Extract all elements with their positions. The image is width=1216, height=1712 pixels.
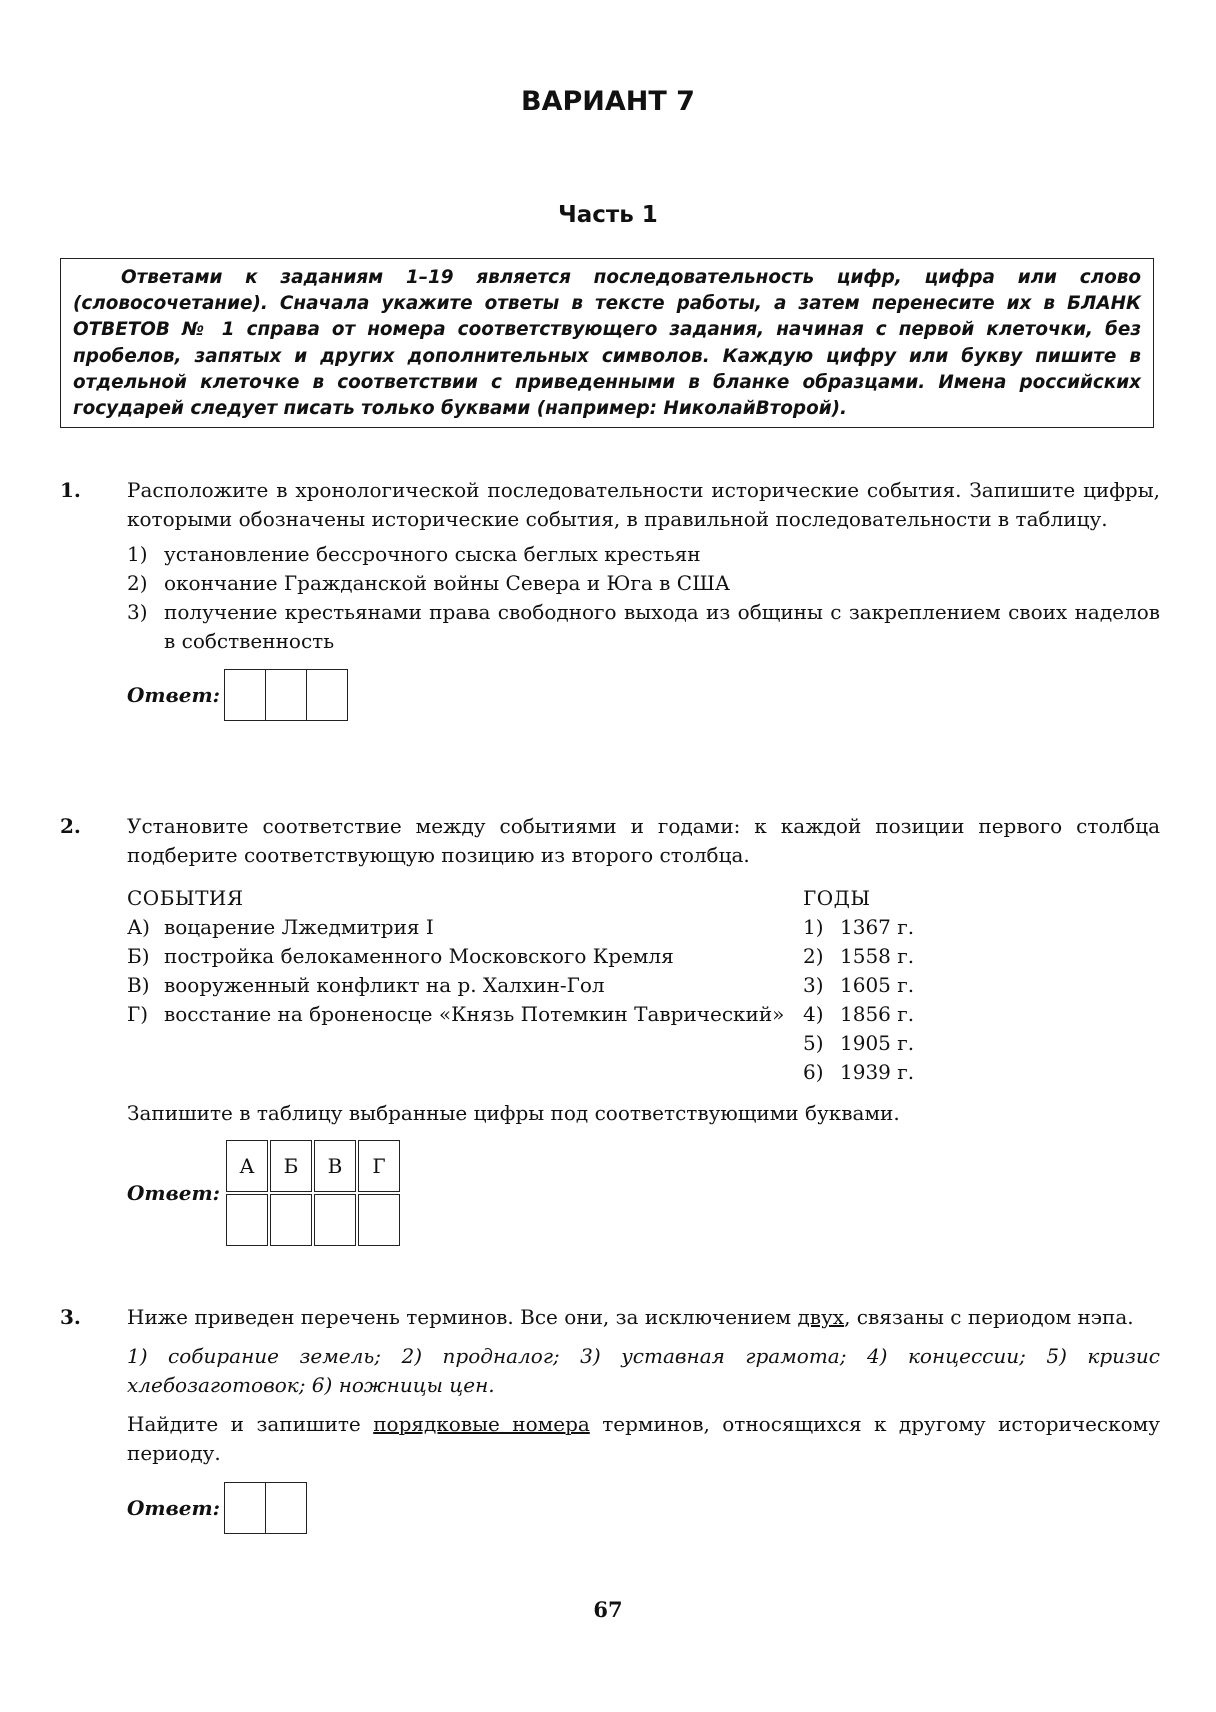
page-number: 67	[593, 1597, 623, 1622]
answer-row	[127, 1482, 1160, 1534]
write-instruction: Запишите в таблицу выбранные цифры под соответствующими буквами.	[127, 1101, 900, 1125]
answer-cell[interactable]	[358, 1194, 400, 1246]
years-header: ГОДЫ	[803, 886, 871, 910]
list-item: А) воцарение Лжедмитрия I	[127, 915, 434, 939]
answer-cell[interactable]	[314, 1194, 356, 1246]
answer-cell[interactable]	[226, 1194, 268, 1246]
list-item: 5) 1905 г.	[803, 1031, 915, 1055]
answer-table	[224, 1138, 402, 1248]
answer-row	[127, 1138, 1160, 1248]
list-item: 3) получение крестьянами права свободного выхода из общины с закреплением своих наделов в собственность	[127, 600, 1160, 653]
answer-cell[interactable]	[225, 1483, 266, 1534]
task-text: Расположите в хронологической последовательности исторические события. Запишите цифры, которыми обозначены исторические события, в правильной последовательности в таблицу.	[127, 478, 1160, 531]
task-number: 3.	[60, 1305, 81, 1329]
answer-cells	[224, 1482, 307, 1534]
letter-header-a: А	[226, 1140, 268, 1192]
list-item: 1) установление бессрочного сыска беглых крестьян	[127, 542, 701, 566]
letter-header-g: Г	[358, 1140, 400, 1192]
answer-cell[interactable]	[225, 670, 266, 721]
answer-cell[interactable]	[266, 670, 307, 721]
task-text: Установите соответствие между событиями и годами: к каждой позиции первого столбца подберите соответствующую позицию из второго столбца.	[127, 814, 1160, 867]
task-2	[60, 812, 1160, 1248]
events-column	[127, 884, 803, 1087]
list-item: 1) 1367 г.	[803, 915, 915, 939]
task-number: 1.	[60, 478, 81, 502]
list-item: 2) окончание Гражданской войны Севера и Юга в США	[127, 571, 731, 595]
task-1	[60, 476, 1160, 721]
list-item: 4) 1856 г.	[803, 1002, 915, 1026]
emphasis: двух	[797, 1305, 845, 1329]
list-item: Б) постройка белокаменного Московского Кремля	[127, 944, 674, 968]
answer-cells	[224, 669, 348, 721]
list-item: 3) 1605 г.	[803, 973, 915, 997]
page-title: ВАРИАНТ 7	[521, 86, 695, 117]
list-item: 2) 1558 г.	[803, 944, 915, 968]
answer-cell[interactable]	[270, 1194, 312, 1246]
years-column	[803, 884, 1160, 1087]
answer-cell[interactable]	[307, 670, 348, 721]
answer-cell[interactable]	[266, 1483, 307, 1534]
letter-header-b: Б	[270, 1140, 312, 1192]
answer-label: Ответ:	[127, 1180, 220, 1205]
instruction-box: Ответами к заданиям 1–19 является последовательность цифр, цифра или слово (словосочетание). Сначала укажите ответы в тексте работы, а затем перенесите их в БЛАНК ОТВЕТОВ № 1 справа от номера соответствующего задания, начиная с первой клеточки, без пробелов, запятых и других дополнительных символов. Каждую цифру или букву пишите в отдельной клеточке в соответствии с приведенными в бланке образцами. Имена российских государей следует писать только буквами (например: НиколайВторой).	[60, 258, 1154, 428]
list-item: Г) восстание на броненосце «Князь Потемкин Таврический»	[127, 1002, 785, 1026]
answer-label: Ответ:	[127, 1495, 220, 1520]
emphasis: порядковые номера	[373, 1412, 590, 1436]
task-3	[60, 1303, 1160, 1534]
list-item: 6) 1939 г.	[803, 1060, 915, 1084]
terms-list: 1) собирание земель; 2) продналог; 3) уставная грамота; 4) концессии; 5) кризис хлебозаготовок; 6) ножницы цен.	[127, 1344, 1160, 1397]
events-header: СОБЫТИЯ	[127, 886, 244, 910]
task-text: Ниже приведен перечень терминов. Все они, за исключением двух, связаны с периодом нэпа.	[127, 1305, 1134, 1329]
answer-label: Ответ:	[127, 682, 220, 707]
answer-row	[127, 669, 1160, 721]
letter-header-v: В	[314, 1140, 356, 1192]
list-item: В) вооруженный конфликт на р. Халхин-Гол	[127, 973, 605, 997]
task-number: 2.	[60, 814, 81, 838]
part-heading: Часть 1	[558, 202, 658, 228]
task-question: Найдите и запишите порядковые номера терминов, относящихся к другому историческому периоду.	[127, 1412, 1160, 1465]
